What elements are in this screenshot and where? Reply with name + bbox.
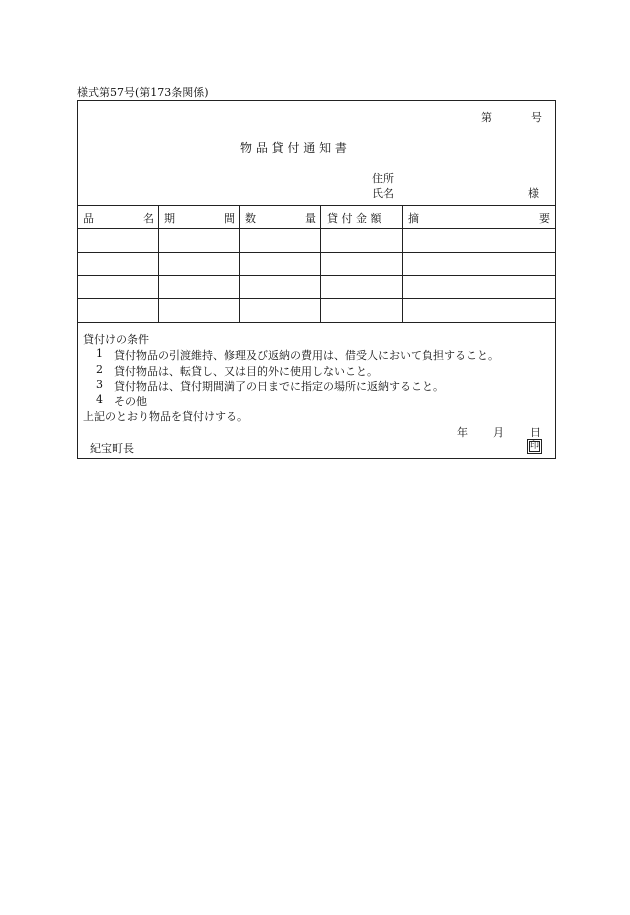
date-year: 年 [457, 426, 468, 439]
table-top-rule [78, 205, 555, 206]
column-divider [402, 205, 403, 322]
table-row-rule [78, 298, 555, 299]
condition-number: 1 [96, 347, 103, 360]
condition-number: 2 [96, 363, 103, 376]
closing-statement: 上記のとおり物品を貸付けする。 [83, 410, 248, 423]
table-header-rule [78, 228, 555, 229]
number-prefix: 第 [481, 111, 492, 124]
condition-text: 貸付物品は、転貸し、又は目的外に使用しないこと。 [114, 365, 378, 378]
column-divider [239, 205, 240, 322]
column-header-remarks: 要 [539, 212, 550, 225]
seal-mark [527, 439, 542, 454]
table-row-rule [78, 252, 555, 253]
column-divider [320, 205, 321, 322]
column-header-remarks: 摘 [408, 212, 419, 225]
table-bottom-rule [78, 322, 555, 323]
issuer-name: 紀宝町長 [90, 442, 134, 455]
condition-number: 4 [96, 393, 103, 406]
column-header-item: 名 [143, 212, 154, 225]
column-header-period: 期 [164, 212, 175, 225]
column-divider [158, 205, 159, 322]
number-suffix: 号 [531, 111, 542, 124]
conditions-heading: 貸付けの条件 [83, 333, 149, 346]
condition-text: その他 [114, 395, 147, 408]
condition-text: 貸付物品は、貸付期間満了の日までに指定の場所に返納すること。 [114, 380, 444, 393]
column-header-quantity: 数 [245, 212, 256, 225]
name-label: 氏名 [372, 187, 394, 200]
form-number-label: 様式第57号(第173条関係) [77, 86, 209, 99]
condition-number: 3 [96, 378, 103, 391]
table-row-rule [78, 275, 555, 276]
column-header-item: 品 [83, 212, 94, 225]
condition-text: 貸付物品の引渡維持、修理及び返納の費用は、借受人において負担すること。 [114, 349, 499, 362]
column-header-period: 間 [224, 212, 235, 225]
date-day: 日 [530, 426, 541, 439]
column-header-quantity: 量 [305, 212, 316, 225]
notice-form [77, 100, 556, 459]
address-label: 住所 [372, 172, 394, 185]
date-month: 月 [493, 426, 504, 439]
document-title: 物 品 貸 付 通 知 書 [240, 141, 347, 155]
honorific: 様 [528, 187, 539, 200]
column-header-amount: 貸 付 金 額 [327, 212, 382, 225]
seal-label: 印 [529, 441, 539, 451]
